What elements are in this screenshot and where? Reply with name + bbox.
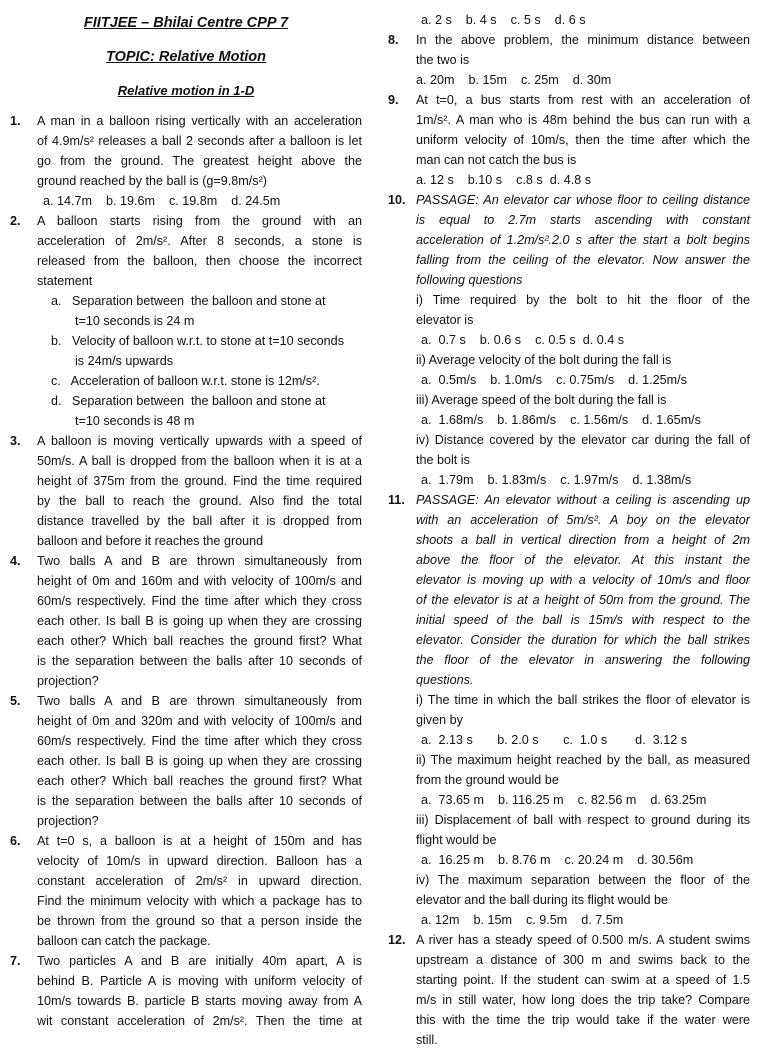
question-text-line: still.	[416, 1033, 438, 1047]
passage-line: falling from the ceiling of the elevator. Now answer the	[416, 253, 750, 267]
question-text-line: acceleration of 2m/s². After 8 seconds, a stone is	[37, 234, 362, 248]
statement-option-d: d. Separation between the balloon and stone at	[51, 394, 326, 408]
answer-options: a. 16.25 m b. 8.76 m c. 20.24 m d. 30.56m	[421, 853, 694, 867]
statement-option-d-cont: t=10 seconds is 48 m	[75, 414, 195, 428]
question-text-line: starting point. If the student can swim at a speed of 1.5	[416, 973, 750, 987]
passage-line: with an acceleration of 5m/s². A boy on the elevator	[416, 513, 750, 527]
question-text-line: A balloon is moving vertically upwards with a speed of	[37, 434, 362, 448]
statement-option-a-cont: t=10 seconds is 24 m	[75, 314, 195, 328]
question-number: 10.	[388, 193, 406, 207]
sub-question-line: iii) Displacement of ball with respect to ground during its	[416, 813, 750, 827]
question-text-line: statement	[37, 274, 93, 288]
question-number: 2.	[10, 214, 21, 228]
question-text-line: 10m/s towards B. particle B starts moving away from A	[37, 994, 362, 1008]
answer-options: a. 12 s b.10 s c.8 s d. 4.8 s	[416, 173, 592, 187]
question-text-line: projection?	[37, 814, 99, 828]
question-number: 9.	[388, 93, 399, 107]
question-number: 3.	[10, 434, 21, 448]
answer-options: a. 0.7 s b. 0.6 s c. 0.5 s d. 0.4 s	[421, 333, 625, 347]
passage-line: elevator is moving up with a velocity of 10m/s and floor	[416, 573, 750, 587]
question-text-line: Two particles A and B are initially 40m apart, A is	[37, 954, 362, 968]
question-text-line: constant acceleration of 2m/s² in upward direction.	[37, 874, 362, 888]
question-text-line: wit constant acceleration of 2m/s². Then the time at	[37, 1014, 362, 1028]
question-text-line: 60m/s respectively. Find the time after which they cross	[37, 734, 362, 748]
question-text-line: be thrown from the ground so that a person inside the	[37, 914, 362, 928]
question-text-line: 60m/s respectively. Find the time after which they cross	[37, 594, 362, 608]
question-text-line: Find the minimum velocity with which a package has to	[37, 894, 362, 908]
statement-option-a: a. Separation between the balloon and stone at	[51, 294, 326, 308]
sub-question-line: elevator and the ball during its flight would be	[416, 893, 669, 907]
question-text-line: A river has a steady speed of 0.500 m/s. A student swims	[416, 933, 750, 947]
question-text-line: each other. Is ball B is going up when they are crossing	[37, 614, 362, 628]
question-text-line: balloon and before it reaches the ground	[37, 534, 264, 548]
statement-option-c: c. Acceleration of balloon w.r.t. stone is 12m/s².	[51, 374, 320, 388]
question-text-line: the two is	[416, 53, 470, 67]
question-number: 11.	[388, 493, 405, 507]
passage-line: following questions	[416, 273, 523, 287]
passage-line: questions.	[416, 673, 474, 687]
question-text-line: distance travelled by the ball after it is dropped from	[37, 514, 362, 528]
question-text-line: this with the time the trip would take if the water were	[416, 1013, 750, 1027]
passage-line: acceleration of 1.2m/s².2.0 s after the start a bolt begins	[416, 233, 750, 247]
passage-line: of the elevator is at a height of 50m from the ground. The	[416, 593, 750, 607]
question-text-line: m/s in still water, how long does the trip take? Compare	[416, 993, 750, 1007]
question-text-line: projection?	[37, 674, 99, 688]
question-text-line: A balloon starts rising from the ground with an	[37, 214, 362, 228]
question-number: 6.	[10, 834, 21, 848]
answer-options: a. 14.7m b. 19.6m c. 19.8m d. 24.5m	[43, 194, 281, 208]
page-title: FIITJEE – Bhilai Centre CPP 7	[83, 15, 289, 31]
question-text-line: height of 375m from the ground. Find the time required	[37, 474, 362, 488]
sub-question-line: from the ground would be	[416, 773, 559, 787]
question-number: 12.	[388, 933, 406, 947]
passage-line: above the floor of the elevator. At this instant the	[416, 553, 750, 567]
section-heading: Relative motion in 1-D	[117, 83, 255, 98]
answer-options: a. 2 s b. 4 s c. 5 s d. 6 s	[421, 13, 586, 27]
sub-question-line: flight would be	[416, 833, 497, 847]
answer-options: a. 1.79m b. 1.83m/s c. 1.97m/s d. 1.38m/s	[421, 473, 692, 487]
answer-options: a. 73.65 m b. 116.25 m c. 82.56 m d. 63.25m	[421, 793, 707, 807]
question-text-line: released from the balloon, then choose the incorrect	[37, 254, 362, 268]
statement-option-b: b. Velocity of balloon w.r.t. to stone at t=10 seconds	[51, 334, 344, 348]
question-text-line: height of 0m and 160m and with velocity of 100m/s and	[37, 574, 362, 588]
answer-options: a. 2.13 s b. 2.0 s c. 1.0 s d. 3.12 s	[421, 733, 687, 747]
question-text-line: each other? Which ball reaches the ground first? What	[37, 774, 362, 788]
sub-question-line: ii) Average velocity of the bolt during the fall is	[416, 353, 672, 367]
sub-question-line: iii) Average speed of the bolt during the fall is	[416, 393, 667, 407]
question-text-line: Two balls A and B are thrown simultaneously from	[37, 554, 362, 568]
question-text-line: is the separation between the balls after 10 seconds of	[37, 654, 362, 668]
sub-question-line: iv) Distance covered by the elevator car during the fall of	[416, 433, 750, 447]
question-text-line: upstream a distance of 300 m and swims back to the	[416, 953, 750, 967]
question-number: 5.	[10, 694, 21, 708]
question-number: 4.	[10, 554, 21, 568]
sub-question-line: elevator is	[416, 313, 474, 327]
sub-question-line: given by	[416, 713, 463, 727]
question-text-line: go from the ground. The greatest height above the	[37, 154, 362, 168]
question-text-line: height of 0m and 320m and with velocity of 100m/s and	[37, 714, 362, 728]
question-text-line: velocity of 10m/s in upward direction. Balloon has a	[37, 854, 362, 868]
answer-options: a. 20m b. 15m c. 25m d. 30m	[416, 73, 612, 87]
question-text-line: Two balls A and B are thrown simultaneously from	[37, 694, 362, 708]
question-number: 1.	[10, 114, 21, 128]
passage-line: PASSAGE: An elevator without a ceiling is ascending up	[416, 493, 750, 507]
sub-question-line: i) Time required by the bolt to hit the floor of the	[416, 293, 750, 307]
passage-line: elevator. Consider the duration for which the ball strikes	[416, 633, 750, 647]
passage-line: is equal to 2.7m starts ascending with constant	[416, 213, 750, 227]
passage-line: shoots a ball in vertical direction from a height of 2m	[416, 533, 750, 547]
question-text-line: is the separation between the balls after 10 seconds of	[37, 794, 362, 808]
sub-question-line: iv) The maximum separation between the floor of the	[416, 873, 750, 887]
question-text-line: A man in a balloon rising vertically with an acceleration	[37, 114, 362, 128]
question-text-line: 1m/s². A man who is 48m behind the bus can run with a	[416, 113, 750, 127]
answer-options: a. 0.5m/s b. 1.0m/s c. 0.75m/s d. 1.25m/s	[421, 373, 687, 387]
answer-options: a. 1.68m/s b. 1.86m/s c. 1.56m/s d. 1.65m/s	[421, 413, 701, 427]
sub-question-line: ii) The maximum height reached by the ball, as measured	[416, 753, 750, 767]
question-number: 7.	[10, 954, 21, 968]
question-text-line: behind B. Particle A is moving with uniform velocity of	[37, 974, 362, 988]
question-text-line: of 4.9m/s² releases a ball 2 seconds after a balloon is let	[37, 134, 362, 148]
passage-line: PASSAGE: An elevator car whose floor to ceiling distance	[416, 193, 750, 207]
question-text-line: At t=0 s, a balloon is at a height of 150m and has	[37, 834, 362, 848]
sub-question-line: the bolt is	[416, 453, 470, 467]
question-text-line: balloon can catch the package.	[37, 934, 211, 948]
passage-line: the floor of the elevator in answering the following	[416, 653, 750, 667]
statement-option-b-cont: is 24m/s upwards	[75, 354, 173, 368]
question-text-line: uniform velocity of 10m/s, then the time after which the	[416, 133, 750, 147]
passage-line: initial speed of the ball is 15m/s with respect to the	[416, 613, 750, 627]
question-text-line: 50m/s. A ball is dropped from the balloon when it is at a	[37, 454, 362, 468]
topic-heading: TOPIC: Relative Motion	[105, 49, 267, 65]
answer-options: a. 12m b. 15m c. 9.5m d. 7.5m	[421, 913, 624, 927]
question-number: 8.	[388, 33, 399, 47]
question-text-line: In the above problem, the minimum distance between	[416, 33, 750, 47]
question-text-line: At t=0, a bus starts from rest with an acceleration of	[416, 93, 750, 107]
sub-question-line: i) The time in which the ball strikes the floor of elevator is	[416, 693, 750, 707]
question-text-line: by the ball to reach the ground. Also find the total	[37, 494, 362, 508]
question-text-line: each other. Is ball B is going up when they are crossing	[37, 754, 362, 768]
question-text-line: man can not catch the bus is	[416, 153, 577, 167]
question-text-line: ground reached by the ball is (g=9.8m/s²)	[37, 174, 267, 188]
question-text-line: each other? Which ball reaches the ground first? What	[37, 634, 362, 648]
